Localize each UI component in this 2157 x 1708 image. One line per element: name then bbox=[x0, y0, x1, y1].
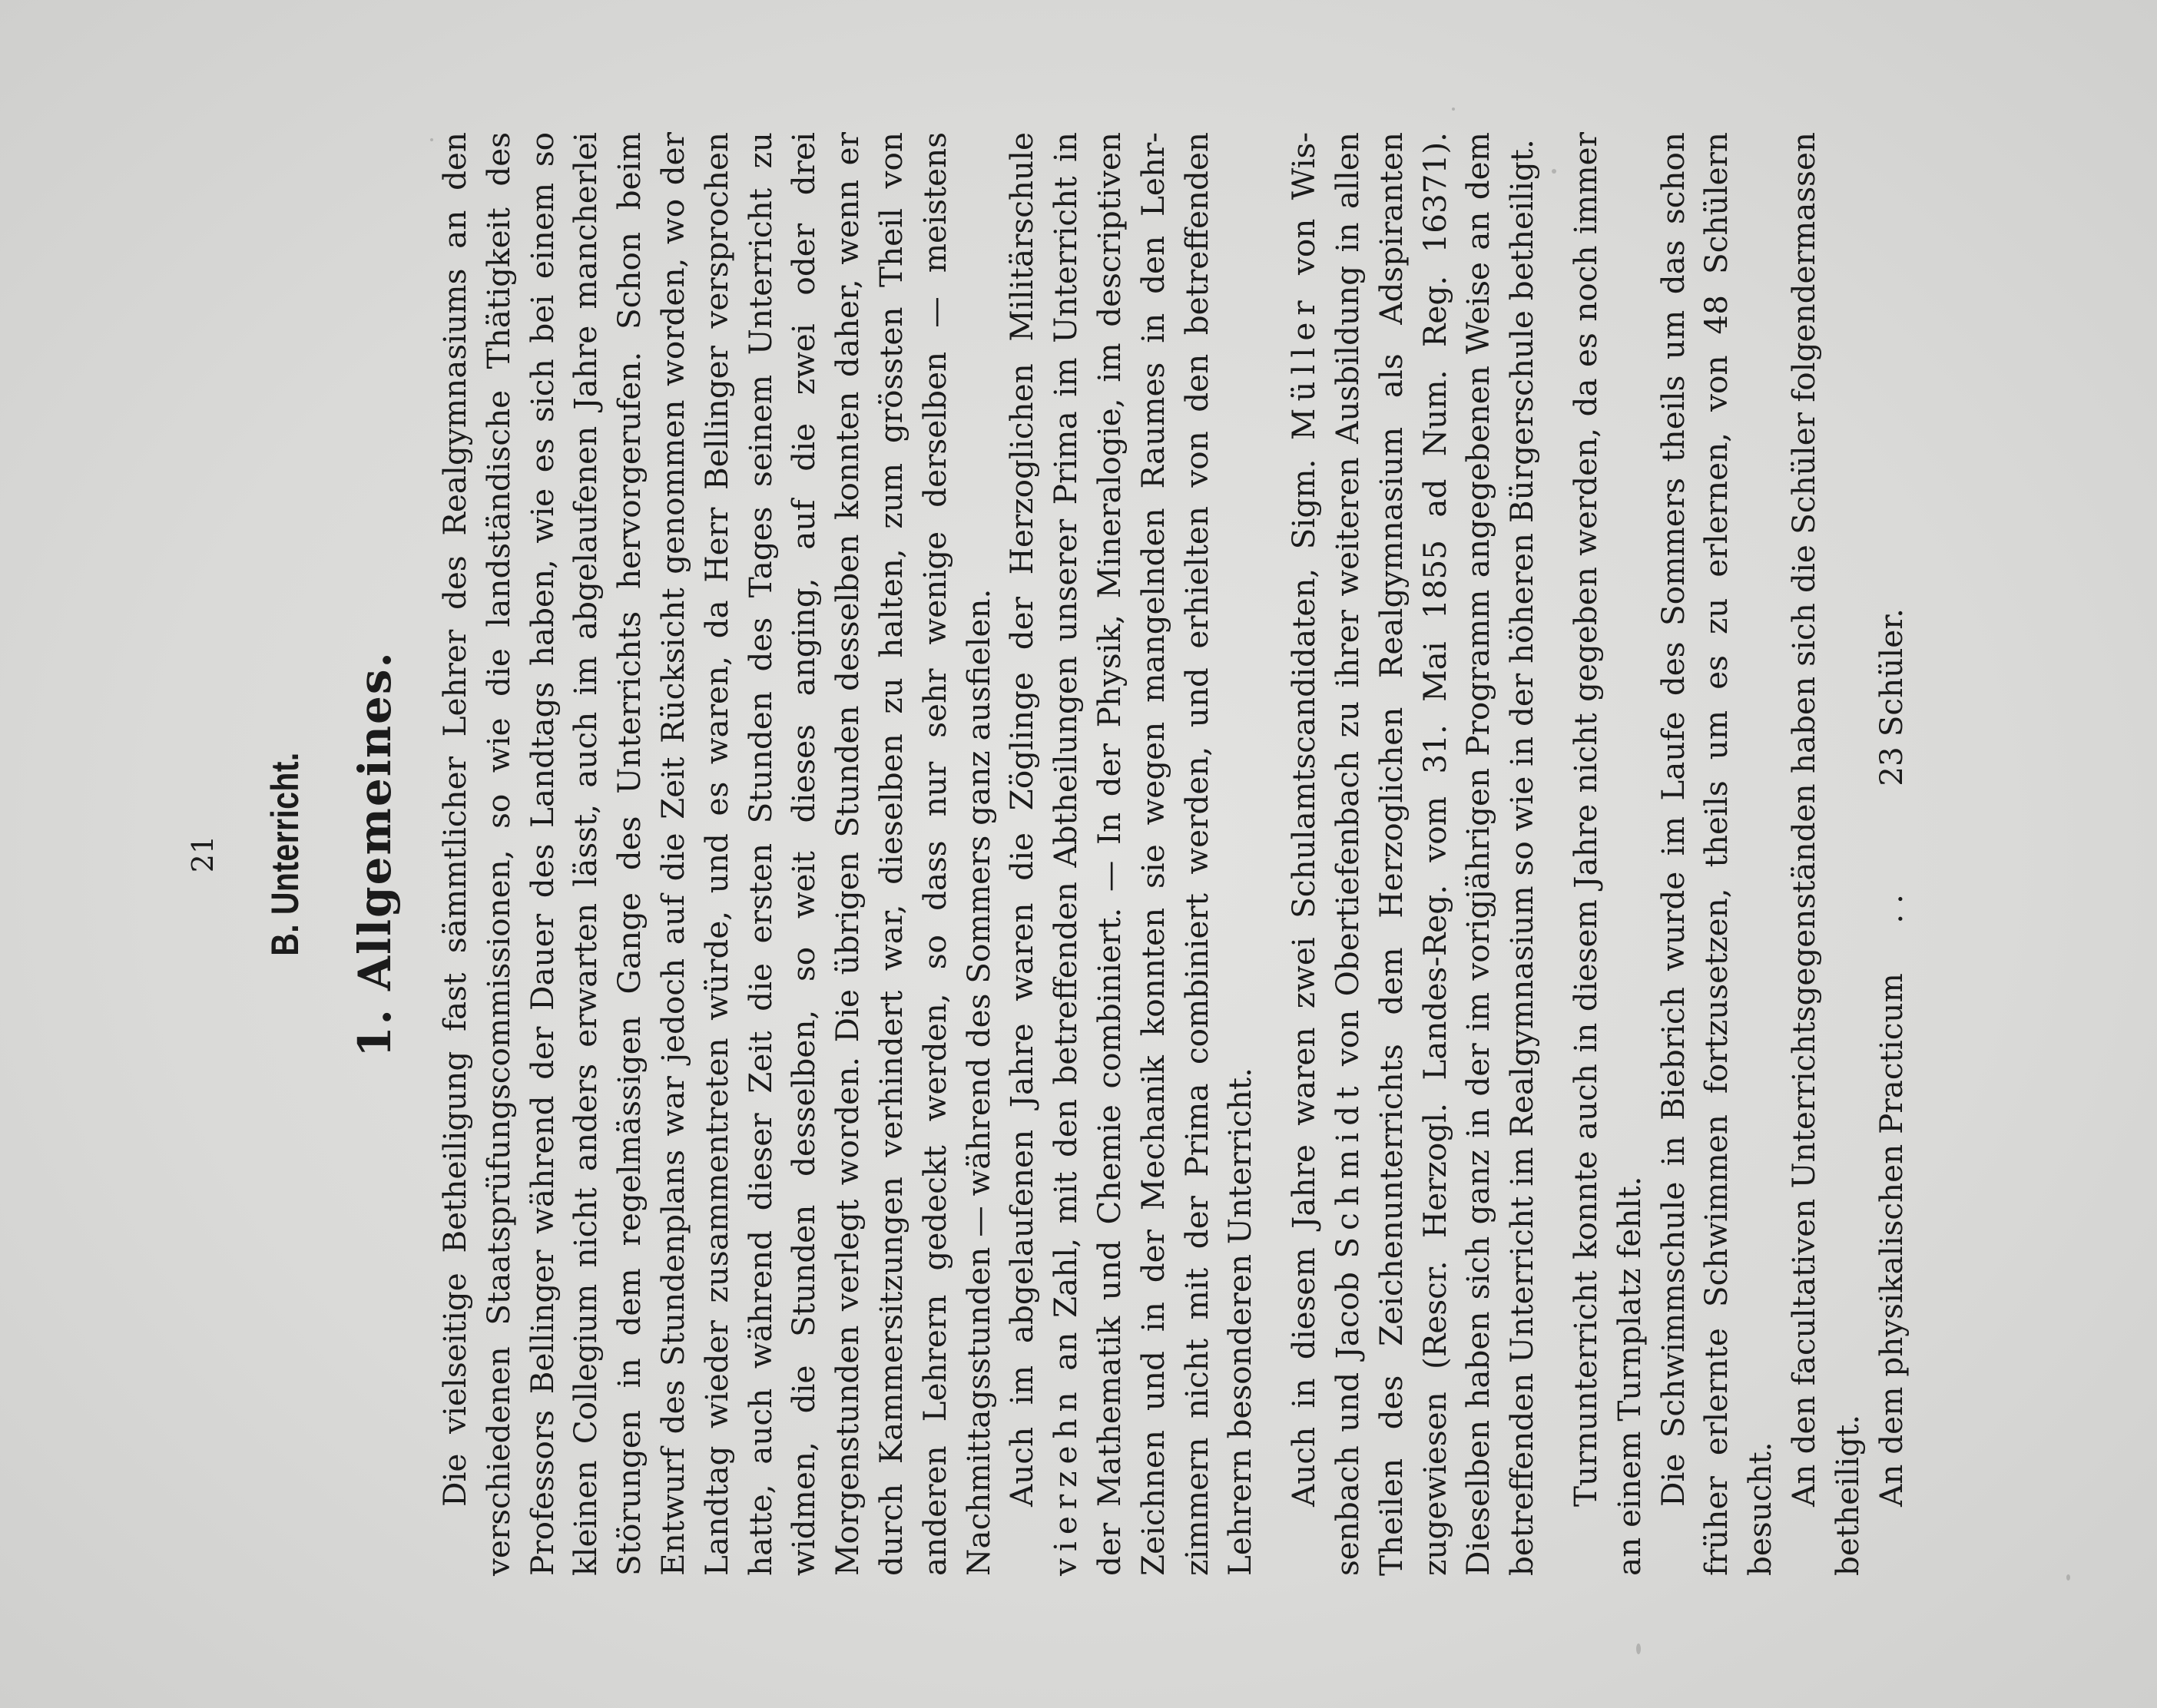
paragraph-gap bbox=[1544, 132, 1564, 1576]
document-body bbox=[433, 132, 1913, 1576]
spaced-word: vierzehn bbox=[1047, 1385, 1085, 1576]
participation-label: An dem physikalischen Practicum bbox=[1872, 973, 1910, 1507]
paragraph-gymnastics: Turnunterricht konnte auch in diesem Jahre nicht gegeben werden, da es noch immer an einem Turnplatz fehlt. bbox=[1566, 132, 1648, 1576]
spaced-name: Schmidt bbox=[1328, 1079, 1366, 1259]
participation-line bbox=[1870, 132, 1913, 1576]
paragraph-text: von Obertiefenbach zu ihrer weiteren Ausbildung in allen Theilen des Zeichenunterrichts dem Herzoglichen Realgymnasium als Adspiranten zugewiesen (Rescr. Herzogl. Landes-Reg. vom 31. Mai 1855 ad Num. Reg. 16371). Dieselben haben sich ganz in der im vorigjährigen Programm angegebenen Weise an dem betreffenden Unterricht im Realgymnasium so wie in der höheren Bürgerschule betheiligt. bbox=[1328, 132, 1541, 1576]
paragraph-optional-subjects: An den facultativen Unterrichtsgegenständen haben sich die Schüler folgendermassen betheiligt. bbox=[1784, 132, 1866, 1576]
paragraph-text: von Wissenbach und Jacob bbox=[1285, 131, 1366, 1576]
spaced-name: Müller bbox=[1285, 293, 1323, 441]
paragraph-text: Auch in diesem Jahre waren zwei Schulamtscandidaten, Sigm. bbox=[1285, 440, 1323, 1507]
rotated-document-page bbox=[126, 132, 2031, 1576]
paragraph-gap bbox=[1262, 132, 1282, 1576]
paper-speck bbox=[1452, 108, 1455, 111]
participation-dots: . . bbox=[1872, 894, 1910, 924]
paragraph-military-school bbox=[1000, 132, 1262, 1576]
paragraph-text: Auch im abgelaufenen Jahre waren die Zöglinge der Herzoglichen Militärschule bbox=[1003, 132, 1041, 1507]
paragraph-text: an Zahl, mit den betreffenden Abtheilungen unserer Prima im Unterricht in der Mathematik und Chemie combiniert. — In der Physik, Mineralogie, im descriptiven Zeichnen und in der Mechanik konnten sie wegen mangelnden Raumes in den Lehrzimmern nicht mit der Prima combiniert werden, und erhielten von den betreffenden Lehrern besonderen Unterricht. bbox=[1047, 132, 1259, 1576]
participation-count: 23 Schüler. bbox=[1872, 608, 1910, 786]
subsection-title: 1. Allgemeines. bbox=[349, 650, 401, 1058]
paragraph-staff-duties: Die vielseitige Betheiligung fast sämmtlicher Lehrer des Realgymnasiums an den verschiedenen Staatsprüfungscommissionen, so wie die landständische Thätigkeit des Professors Bellinger während der Dauer des Landtags haben, wie es sich bei einem so kleinen Collegium nicht anders erwarten lässt, auch im abgelaufenen Jahre mancherlei Störungen in dem regelmässigen Gange des Unterrichts hervorgerufen. Schon beim Entwurf des Stundenplans war jedoch auf die Zeit Rücksicht genommen worden, wo der Landtag wieder zusammentreten würde, und es waren, da Herr Bellinger versprochen hatte, auch während dieser Zeit die ersten Stunden des Tages seinem Unterricht zu widmen, die Stunden desselben, so weit dieses anging, auf die zwei oder drei Morgenstunden verlegt worden. Die übrigen Stunden desselben konnten daher, wenn er durch Kammersitzungen verhindert war, dieselben zu halten, zum grössten Theil von anderen Lehrern gedeckt werden, so dass nur sehr wenige derselben — meistens Nachmittagsstunden — während des Sommers ganz ausfielen. bbox=[436, 132, 997, 1576]
page-number: 21 bbox=[186, 835, 220, 873]
paragraph-swimming: Die Schwimmschule in Biebrich wurde im Laufe des Sommers theils um das schon früher erlernte Schwimmen fortzusetzen, theils um es zu erlernen, von 48 Schülern besucht. bbox=[1654, 132, 1779, 1576]
paragraph-candidates bbox=[1282, 132, 1544, 1576]
paper-speck bbox=[1636, 1643, 1641, 1654]
paper-speck bbox=[2066, 1574, 2070, 1581]
section-title: B. Unterricht. bbox=[263, 752, 306, 956]
